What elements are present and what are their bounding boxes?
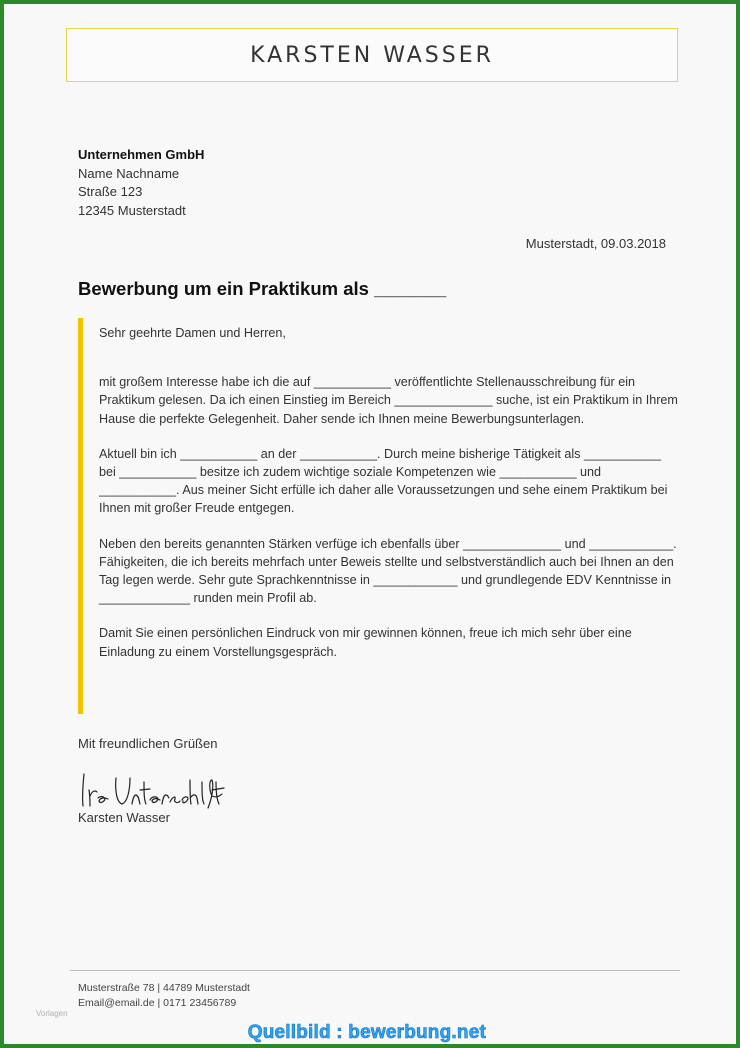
recipient-company: Unternehmen GmbH [78,147,205,162]
watermark-vorlagen: Vorlagen [36,1009,68,1018]
footer-contact: Email@email.de | 0171 23456789 [78,996,237,1009]
letter-date: Musterstadt, 09.03.2018 [525,236,666,251]
body-paragraph: mit großem Interesse habe ich die auf ___________ veröffentlichte Stellenausschreibung für ein Praktikum gelesen. Da ich einen Einstieg im Bereich ______________ suche, ist ein Praktikum in Ihrem Hause die perfekte Gelegenheit. Daher sende ich Ihnen meine Bewerbungsunterlagen. [99,375,678,426]
recipient-contact: Name Nachname [78,165,180,181]
recipient-address [78,146,204,220]
handwritten-signature [78,768,228,812]
body-paragraph: Neben den bereits genannten Stärken verfüge ich ebenfalls über ______________ und ____________. Fähigkeiten, die ich bereits mehrfach unter Beweis stellte und selbstverständlich auch bei Ihnen an den Tag legen werde. Sehr gute Sprachkenntnisse in ____________ und grundlegende EDV Kenntnisse in _____________ runden mein Profil ab. [99,536,677,606]
body-paragraph: Damit Sie einen persönlichen Eindruck von mir gewinnen können, freue ich mich sehr über eine Einladung zu einem Vorstellungsgespräch. [99,626,632,659]
footer [78,981,250,1010]
signature-name: Karsten Wasser [78,810,170,825]
footer-address: Musterstraße 78 | 44789 Musterstadt [78,982,250,994]
sender-name-heading: KARSTEN WASSER [250,42,494,68]
letter-subject: Bewerbung um ein Praktikum als _______ [78,278,447,299]
body-paragraph: Aktuell bin ich ___________ an der ___________. Durch meine bisherige Tätigkeit als ___________ bei ___________ besitze ich zudem wichtige soziale Kompetenzen wie ___________ und ___________. Aus meiner Sicht erfülle ich daher alle Voraussetzungen und sehe einem Praktikum bei Ihnen mit großer Freude entgegen. [99,446,668,516]
recipient-street: Straße 123 [78,184,143,199]
recipient-city: 12345 Musterstadt [78,202,186,218]
closing-phrase: Mit freundlichen Grüßen [78,736,218,751]
letterhead-box [66,28,678,82]
salutation: Sehr geehrte Damen und Herren, [99,326,286,340]
watermark-source: Quellbild : bewerbung.net [247,1022,486,1043]
letter-body [78,318,683,714]
footer-divider [70,970,680,971]
